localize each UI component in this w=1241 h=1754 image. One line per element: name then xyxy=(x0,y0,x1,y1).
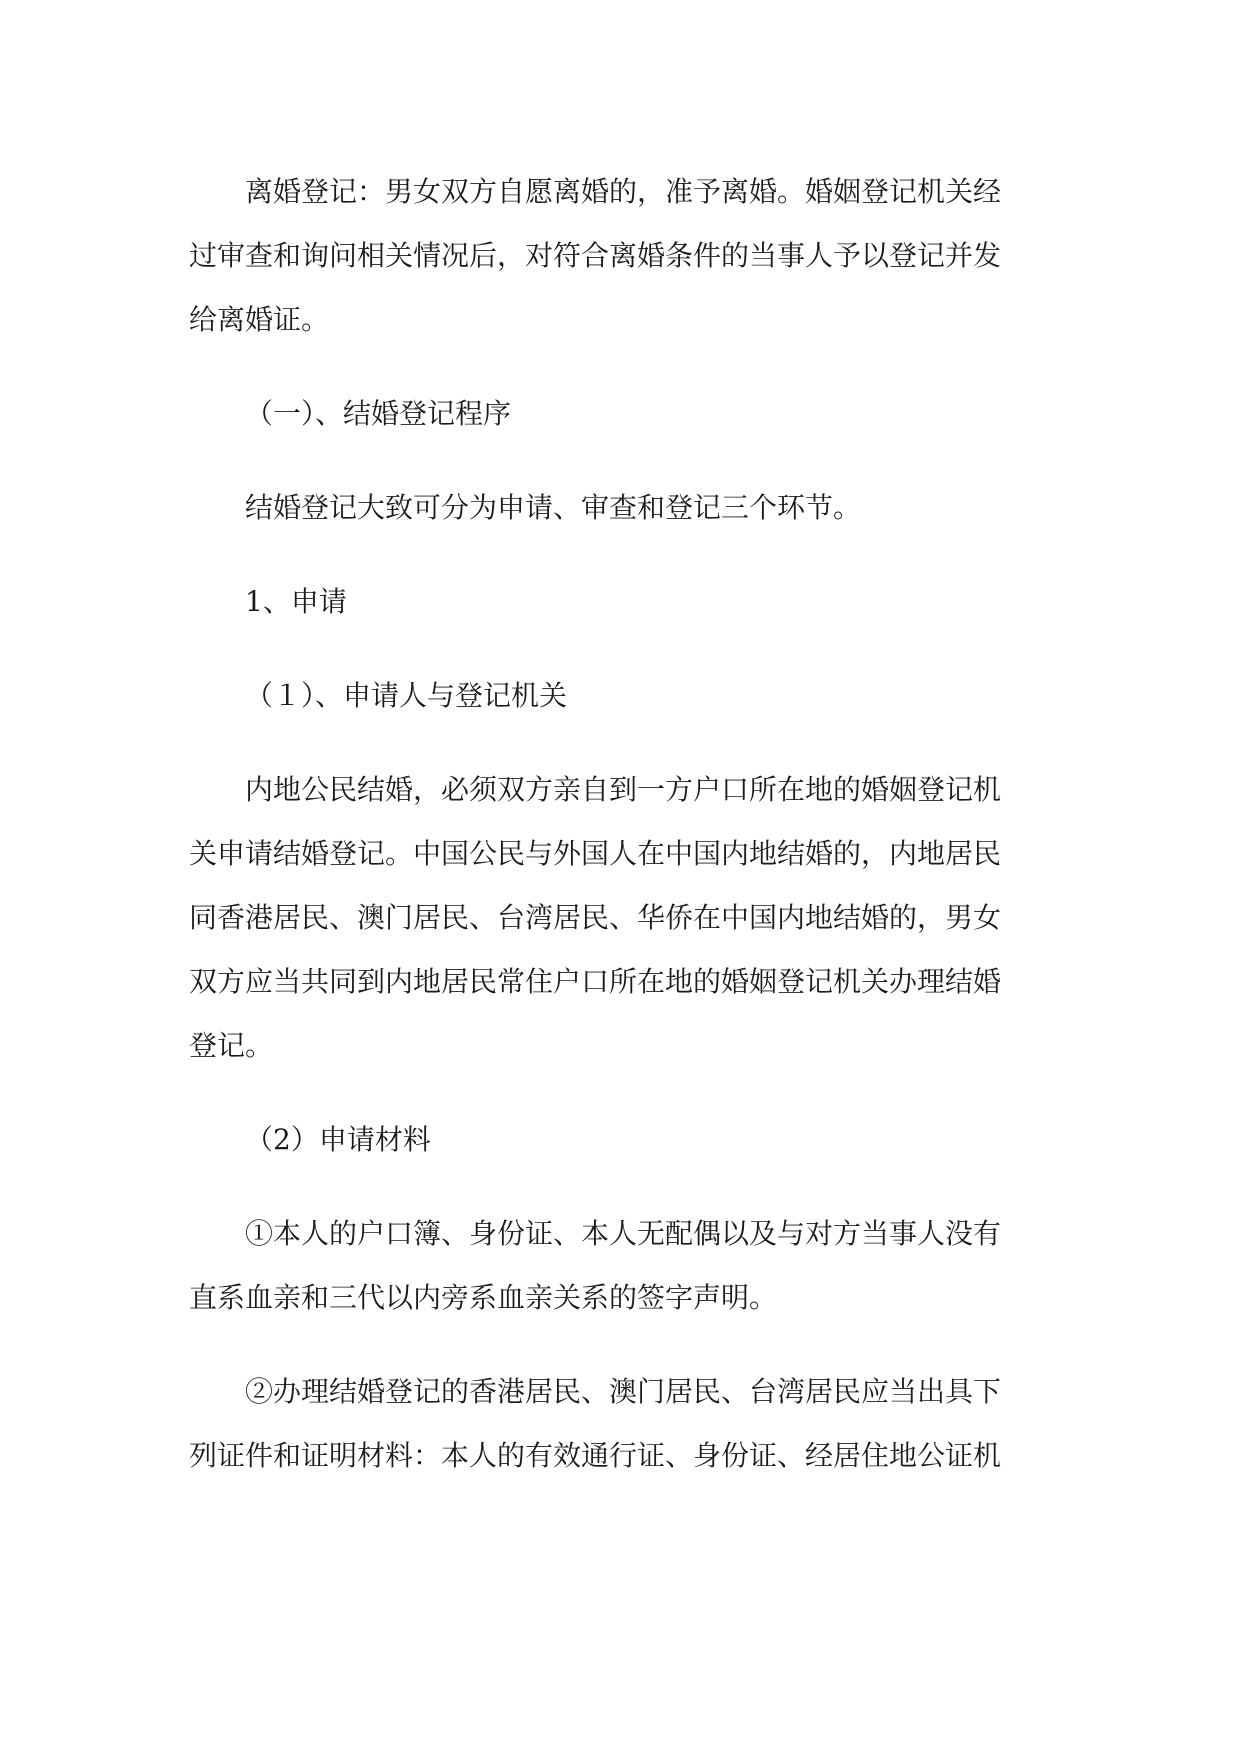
paragraph-material-item-2: ②办理结婚登记的香港居民、澳门居民、台湾居民应当出具下 列证件和证明材料：本人的有效通行证、身份证、经居住地公证机 xyxy=(189,1375,1002,1472)
paragraph-divorce-registration: 离婚登记：男女双方自愿离婚的，准予离婚。婚姻登记机关经 过审查和询问相关情况后，对符合离婚条件的当事人予以登记并发 给离婚证。 xyxy=(189,175,1002,336)
paragraph-applicant-rules: 内地公民结婚，必须双方亲自到一方户口所在地的婚姻登记机 关申请结婚登记。中国公民与外国人在中国内地结婚的，内地居民 同香港居民、澳门居民、台湾居民、华侨在中国内地结婚的，男女 双方应当共同到内地居民常住户口所在地的婚姻登记机关办理结婚 登记。 xyxy=(189,773,1002,1062)
paragraph-material-item-1: ①本人的户口簿、身份证、本人无配偶以及与对方当事人没有 直系血亲和三代以内旁系血亲关系的签字声明。 xyxy=(189,1217,1002,1314)
heading-applicant-and-authority: （１）、申请人与登记机关 xyxy=(245,679,568,712)
paragraph-registration-stages: 结婚登记大致可分为申请、审查和登记三个环节。 xyxy=(245,491,862,524)
heading-application-materials: （2）申请材料 xyxy=(245,1123,431,1156)
heading-application: 1、申请 xyxy=(245,585,347,618)
document-body xyxy=(189,160,1041,1488)
heading-marriage-registration-procedure: （一）、结婚登记程序 xyxy=(245,397,512,430)
